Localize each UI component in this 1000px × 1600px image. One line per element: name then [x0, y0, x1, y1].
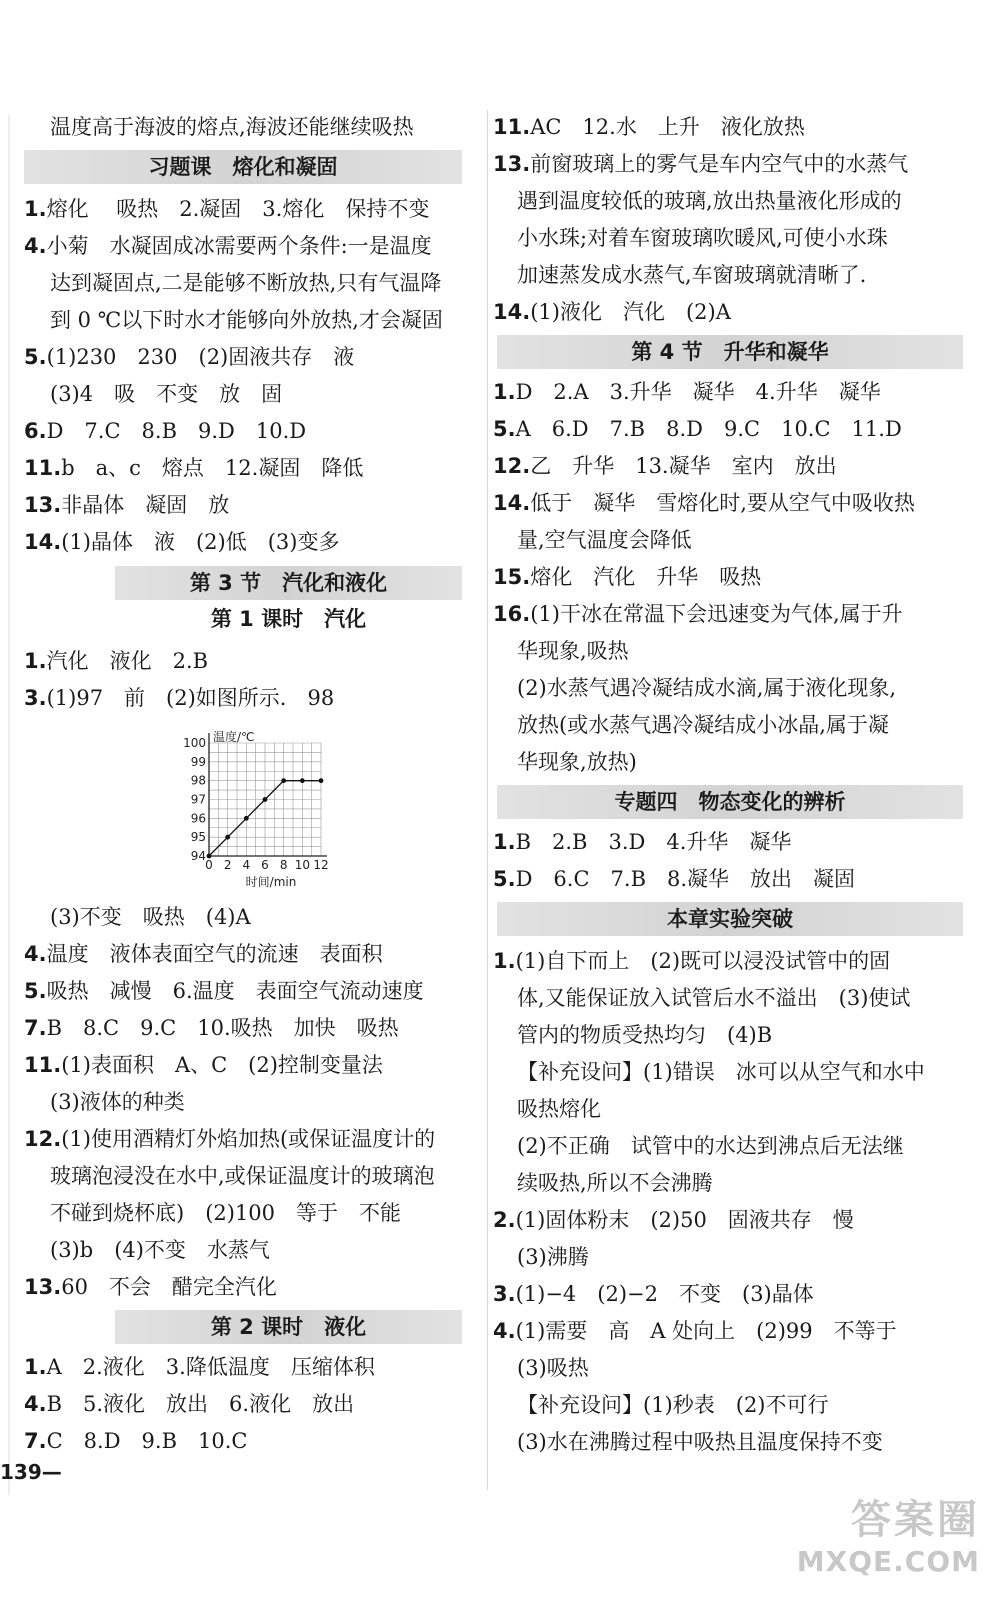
- answer-text: (3)4 吸 不变 放 固: [50, 382, 283, 406]
- question-number: 2.: [493, 1208, 516, 1232]
- answer-text: 华现象,吸热: [517, 639, 629, 663]
- answer-text: b a、c 熔点 12.凝固 降低: [61, 456, 364, 480]
- x-tick-label: 12: [313, 858, 329, 872]
- answer-text: 熔化 汽化 升华 吸热: [530, 565, 762, 589]
- question-number: 1.: [493, 830, 516, 854]
- answer-text: A 2.液化 3.降低温度 压缩体积: [46, 1355, 375, 1379]
- answer-text: (1)干冰在常温下会迅速变为气体,属于升: [530, 602, 903, 626]
- answer-text: 小水珠;对着车窗玻璃吹暖风,可使小水珠: [517, 226, 888, 250]
- answer-line: [493, 108, 963, 146]
- answer-line: [0, 301, 480, 339]
- question-number: 1.: [24, 197, 47, 221]
- question-number: 16.: [493, 602, 531, 626]
- answer-text: 到 0 ℃以下时水才能够向外放热,才会凝固: [50, 308, 443, 332]
- answer-text: 乙 升华 13.凝华 室内 放出: [530, 454, 837, 478]
- answer-text: 前窗玻璃上的雾气是车内空气中的水蒸气: [530, 152, 909, 176]
- answer-text: 续吸热,所以不会沸腾: [517, 1171, 713, 1195]
- column-divider: [487, 110, 488, 1490]
- question-number: 12.: [24, 1127, 62, 1151]
- answer-text: (1)固体粉末 (2)50 固液共存 慢: [515, 1208, 854, 1232]
- x-tick-label: 4: [242, 858, 251, 872]
- answer-text: 吸热熔化: [517, 1097, 601, 1121]
- question-number: 6.: [24, 419, 47, 443]
- answer-line: [493, 979, 963, 1017]
- answer-line: [0, 1120, 480, 1158]
- answer-text: (3)不变 吸热 (4)A: [50, 905, 251, 929]
- data-point: [319, 778, 324, 783]
- answer-text: (3)吸热: [517, 1356, 589, 1380]
- question-number: 1.: [24, 649, 47, 673]
- answer-line: [493, 484, 963, 522]
- answer-text: 玻璃泡浸没在水中,或保证温度计的玻璃泡: [50, 1164, 435, 1188]
- answer-line: [493, 410, 963, 448]
- answer-line: [493, 447, 963, 485]
- answer-line: [493, 1423, 963, 1461]
- answer-line: [0, 227, 480, 265]
- section-header-lesson1: 第 1 课时 汽化: [210, 607, 367, 631]
- answer-text: D 2.A 3.升华 凝华 4.升华 凝华: [515, 380, 881, 404]
- answer-text: (1)液化 汽化 (2)A: [530, 300, 731, 324]
- section-header-experiments: 本章实验突破: [497, 902, 963, 936]
- answer-text: 遇到温度较低的玻璃,放出热量液化形成的: [517, 189, 902, 213]
- answer-text: 加速蒸发成水蒸气,车窗玻璃就清晰了.: [517, 263, 867, 287]
- answer-text: (2)水蒸气遇冷凝结成水滴,属于液化现象,: [517, 676, 897, 700]
- watermark-logo-text: 答案圈: [851, 1497, 980, 1543]
- answer-line: [0, 449, 480, 487]
- answer-line: [0, 486, 480, 524]
- y-tick-label: 96: [190, 811, 206, 826]
- answer-line: [0, 1231, 480, 1269]
- section-header-topic4: 专题四 物态变化的辨析: [497, 785, 963, 819]
- answer-text: (1)97 前 (2)如图所示. 98: [46, 686, 335, 710]
- question-number: 13.: [493, 152, 531, 176]
- question-number: 3.: [24, 686, 47, 710]
- answer-text: (3)液体的种类: [50, 1090, 185, 1114]
- question-number: 1.: [24, 1355, 47, 1379]
- y-tick-label: 100: [183, 736, 206, 750]
- answer-line: [0, 1422, 480, 1460]
- answer-line: [493, 743, 963, 781]
- answer-text: 体,又能保证放入试管后水不溢出 (3)使试: [517, 986, 911, 1010]
- answer-text: C 8.D 9.B 10.C: [46, 1429, 248, 1453]
- answer-text: 温度 液体表面空气的流速 表面积: [46, 942, 383, 966]
- answer-line: [0, 642, 480, 680]
- answer-line: [493, 1016, 963, 1054]
- answer-line: [493, 1349, 963, 1387]
- answer-line: [493, 706, 963, 744]
- answer-text: 放热(或水蒸气遇冷凝结成小冰晶,属于凝: [517, 713, 889, 737]
- answer-text: 不碰到烧杯底) (2)100 等于 不能: [50, 1201, 402, 1225]
- answer-text: (1)需要 高 A 处向上 (2)99 不等于: [515, 1319, 897, 1343]
- answer-text: (3)沸腾: [517, 1245, 589, 1269]
- answer-text: 华现象,放热): [517, 750, 637, 774]
- x-tick-label: 10: [294, 858, 310, 872]
- answer-text: (3)水在沸腾过程中吸热且温度保持不变: [517, 1430, 883, 1454]
- answer-line: [0, 898, 480, 936]
- answer-text: (2)不正确 试管中的水达到沸点后无法继: [517, 1134, 904, 1158]
- answer-line: [0, 1157, 480, 1195]
- question-number: 4.: [24, 942, 47, 966]
- question-number: 12.: [493, 454, 531, 478]
- answer-text: 低于 凝华 雪熔化时,要从空气中吸收热: [530, 491, 915, 515]
- question-number: 11.: [24, 456, 62, 480]
- answer-line: [0, 1268, 480, 1306]
- question-number: 14.: [24, 530, 62, 554]
- answer-line: [0, 1385, 480, 1423]
- question-number: 1.: [493, 949, 516, 973]
- x-axis-title: 时间/min: [245, 875, 297, 889]
- answer-line: [493, 942, 963, 980]
- question-number: 4.: [24, 234, 47, 258]
- section-header-sec3: 第 3 节 汽化和液化: [115, 566, 462, 600]
- answer-line: [493, 145, 963, 183]
- answer-line: [493, 823, 963, 861]
- answer-line: [493, 1201, 963, 1239]
- x-tick-label: 6: [261, 858, 269, 872]
- answer-text: 量,空气温度会降低: [517, 528, 692, 552]
- question-number: 11.: [493, 115, 531, 139]
- question-number: 4.: [24, 1392, 47, 1416]
- answer-text: 【补充设问】(1)错误 冰可以从空气和水中: [517, 1060, 925, 1084]
- y-tick-label: 94: [190, 849, 206, 863]
- data-point: [263, 797, 268, 802]
- section-header-sec4: 第 4 节 升华和凝华: [497, 335, 963, 369]
- answer-text: 管内的物质受热均匀 (4)B: [517, 1023, 773, 1047]
- answer-line: [493, 595, 963, 633]
- answer-text: (1)自下而上 (2)既可以浸没试管中的固: [515, 949, 891, 973]
- question-number: 11.: [24, 1053, 62, 1077]
- answer-line: [493, 182, 963, 220]
- question-number: 13.: [24, 1275, 62, 1299]
- answer-text: 60 不会 醋完全汽化: [61, 1275, 277, 1299]
- y-tick-label: 99: [190, 754, 206, 769]
- answer-text: (1)表面积 A、C (2)控制变量法: [61, 1053, 383, 1077]
- answer-text: 汽化 液化 2.B: [46, 649, 209, 673]
- question-number: 14.: [493, 300, 531, 324]
- answer-text: (1)230 230 (2)固液共存 液: [46, 345, 355, 369]
- answer-text: A 6.D 7.B 8.D 9.C 10.C 11.D: [515, 417, 902, 441]
- answer-line: [493, 373, 963, 411]
- y-tick-label: 98: [190, 773, 206, 788]
- y-tick-label: 95: [190, 830, 206, 845]
- answer-line: [0, 1348, 480, 1386]
- answer-line: [493, 632, 963, 670]
- data-point: [207, 854, 212, 859]
- watermark-url: MXQE.COM: [796, 1545, 980, 1578]
- section-header-xiti: 习题课 熔化和凝固: [24, 150, 462, 184]
- y-tick-label: 97: [190, 792, 206, 807]
- answer-text: 非晶体 凝固 放: [61, 493, 230, 517]
- answer-line: [0, 1046, 480, 1084]
- answer-line: [493, 521, 963, 559]
- question-number: 7.: [24, 1016, 47, 1040]
- answer-text: 温度高于海波的熔点,海波还能继续吸热: [50, 115, 414, 139]
- answer-text: 【补充设问】(1)秒表 (2)不可行: [517, 1393, 829, 1417]
- answer-line: [0, 1009, 480, 1047]
- section-header-lesson2: 第 2 课时 液化: [115, 1310, 462, 1344]
- x-tick-label: 8: [279, 858, 288, 872]
- answer-line: [0, 190, 480, 228]
- question-number: 1.: [493, 380, 516, 404]
- question-number: 5.: [24, 979, 47, 1003]
- answer-line: [493, 1053, 963, 1091]
- answer-line: [493, 256, 963, 294]
- answer-line: [493, 1164, 963, 1202]
- question-number: 14.: [493, 491, 531, 515]
- data-point: [281, 778, 286, 783]
- answer-line: [493, 558, 963, 596]
- answer-line: [493, 219, 963, 257]
- question-number: 4.: [493, 1319, 516, 1343]
- answer-text: B 8.C 9.C 10.吸热 加快 吸热: [46, 1016, 399, 1040]
- answer-text: AC 12.水 上升 液化放热: [530, 115, 805, 139]
- answer-text: B 2.B 3.D 4.升华 凝华: [515, 830, 792, 854]
- answer-text: 达到凝固点,二是能够不断放热,只有气温降: [50, 271, 442, 295]
- answer-text: (1)晶体 液 (2)低 (3)变多: [61, 530, 340, 554]
- answer-text: D 7.C 8.B 9.D 10.D: [46, 419, 307, 443]
- answer-line: [493, 1275, 963, 1313]
- question-number: 5.: [24, 345, 47, 369]
- answer-line: [0, 972, 480, 1010]
- answer-line: [0, 264, 480, 302]
- question-number: 5.: [493, 417, 516, 441]
- answer-text: (3)b (4)不变 水蒸气: [50, 1238, 270, 1262]
- answer-line: [0, 412, 480, 450]
- answer-text: (1)使用酒精灯外焰加热(或保证温度计的: [61, 1127, 436, 1151]
- x-tick-label: 2: [223, 858, 232, 872]
- answer-text: B 5.液化 放出 6.液化 放出: [46, 1392, 355, 1416]
- y-axis-title: 温度/℃: [213, 730, 255, 744]
- answer-line: [0, 935, 480, 973]
- answer-text: (1)−4 (2)−2 不变 (3)晶体: [515, 1282, 814, 1306]
- answer-line: [493, 860, 963, 898]
- question-number: 13.: [24, 493, 62, 517]
- answer-line: [0, 679, 480, 717]
- temperature-time-chart: [175, 715, 355, 895]
- answer-text: 吸热 减慢 6.温度 表面空气流动速度: [46, 979, 424, 1003]
- answer-line: [0, 1083, 480, 1121]
- x-tick-label: 0: [205, 858, 213, 872]
- watermark: [797, 1488, 980, 1578]
- data-point: [300, 778, 305, 783]
- answer-line: [0, 108, 480, 146]
- answer-line: [493, 669, 963, 707]
- answer-text: 熔化 吸热 2.凝固 3.熔化 保持不变: [46, 197, 430, 221]
- answer-line: [493, 293, 963, 331]
- answer-line: [493, 1312, 963, 1350]
- answer-text: D 6.C 7.B 8.凝华 放出 凝固: [515, 867, 856, 891]
- answer-line: [493, 1238, 963, 1276]
- answer-line: [493, 1386, 963, 1424]
- page-number: 139—: [0, 1460, 62, 1484]
- answer-line: [493, 1090, 963, 1128]
- answer-line: [0, 375, 480, 413]
- question-number: 5.: [493, 867, 516, 891]
- answer-line: [0, 523, 480, 561]
- answer-line: [493, 1127, 963, 1165]
- question-number: 3.: [493, 1282, 516, 1306]
- answer-line: [0, 1194, 480, 1232]
- answer-text: 小菊 水凝固成冰需要两个条件:一是温度: [46, 234, 432, 258]
- data-point: [244, 816, 249, 821]
- data-point: [225, 835, 230, 840]
- answer-line: [0, 338, 480, 376]
- question-number: 15.: [493, 565, 531, 589]
- question-number: 7.: [24, 1429, 47, 1453]
